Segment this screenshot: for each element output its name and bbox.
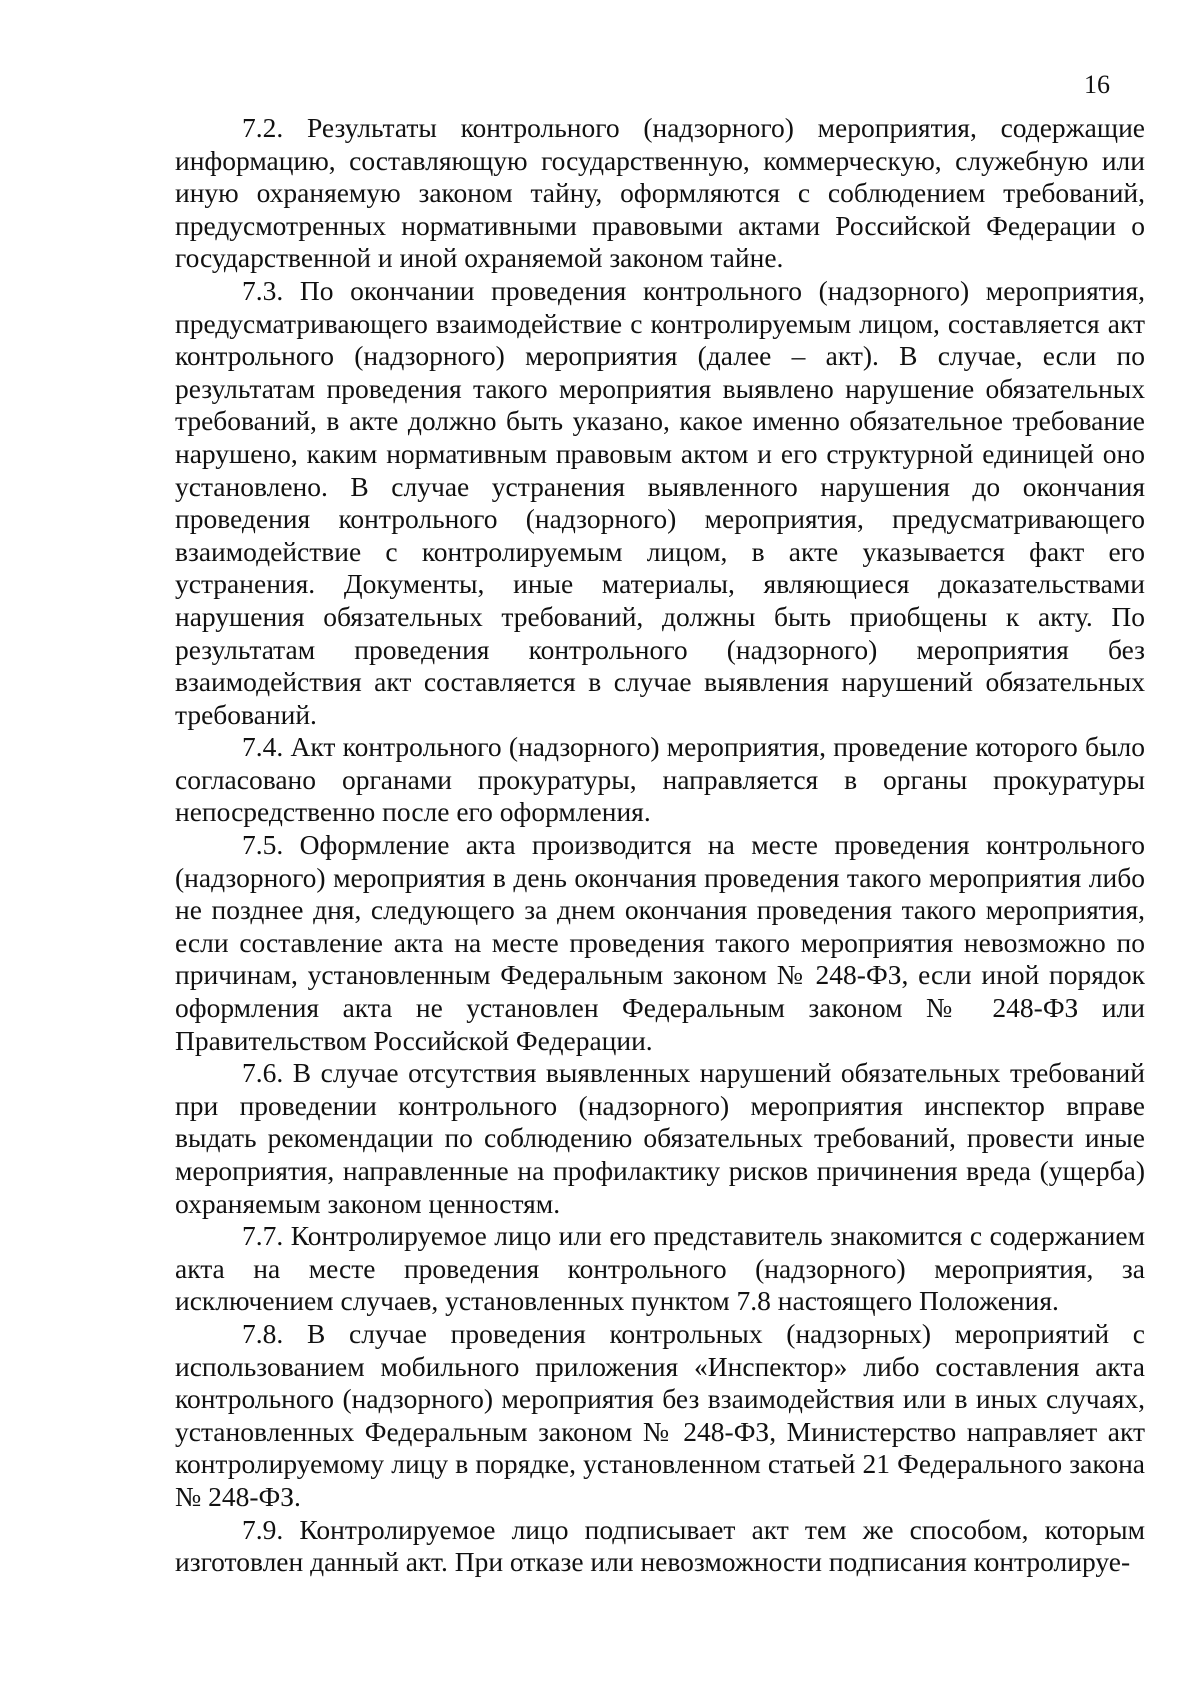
paragraph-7-7: 7.7. Контролируемое лицо или его представитель знакомится с содержанием акта на месте проведения контрольного (надзорного) мероприятия, за исключением случаев, установленных пунктом 7.8 настоящего Положения.	[175, 1220, 1145, 1317]
document-body	[175, 112, 1145, 1579]
paragraph-7-6: 7.6. В случае отсутствия выявленных нарушений обязательных требований при проведении контрольного (надзорного) мероприятия инспектор вправе выдать рекомендации по соблюдению обязательных требований, провести иные мероприятия, направленные на профилактику рисков причинения вреда (ущерба) охраняемым законом ценностям.	[175, 1057, 1145, 1219]
paragraph-7-9: 7.9. Контролируемое лицо подписывает акт тем же способом, которым изготовлен данный акт. При отказе или невозможности подписания контролируе-	[175, 1513, 1145, 1578]
page-number: 16	[1084, 70, 1110, 99]
paragraph-7-2: 7.2. Результаты контрольного (надзорного) мероприятия, содержащие информацию, составляющую государственную, коммерческую, служебную или иную охраняемую законом тайну, оформляются с соблюдением требований, предусмотренных нормативными правовыми актами Российской Федерации о государственной и иной охраняемой законом тайне.	[175, 112, 1145, 274]
paragraph-7-4: 7.4. Акт контрольного (надзорного) мероприятия, проведение которого было согласовано органами прокуратуры, направляется в органы прокуратуры непосредственно после его оформления.	[175, 731, 1145, 828]
paragraph-7-3: 7.3. По окончании проведения контрольного (надзорного) мероприятия, предусматривающего взаимодействие с контролируемым лицом, составляется акт контрольного (надзорного) мероприятия (далее – акт). В случае, если по результатам проведения такого мероприятия выявлено нарушение обязательных требований, в акте должно быть указано, какое именно обязательное требование нарушено, каким нормативным правовым актом и его структурной единицей оно установлено. В случае устранения выявленного нарушения до окончания проведения контрольного (надзорного) мероприятия, предусматривающего взаимодействие с контролируемым лицом, в акте указывается факт его устранения. Документы, иные материалы, являющиеся доказательствами нарушения обязательных требований, должны быть приобщены к акту. По результатам проведения контрольного (надзорного) мероприятия без взаимодействия акт составляется в случае выявления нарушений обязательных требований.	[175, 274, 1145, 730]
paragraph-7-5: 7.5. Оформление акта производится на месте проведения контрольного (надзорного) мероприятия в день окончания проведения такого мероприятия либо не позднее дня, следующего за днем окончания проведения такого мероприятия, если составление акта на месте проведения такого мероприятия невозможно по причинам, установленным Федеральным законом № 248-ФЗ, если иной порядок оформления акта не установлен Федеральным законом № 248-ФЗ или Правительством Российской Федерации.	[175, 829, 1145, 1056]
paragraph-7-8: 7.8. В случае проведения контрольных (надзорных) мероприятий с использованием мобильного приложения «Инспектор» либо составления акта контрольного (надзорного) мероприятия без взаимодействия или в иных случаях, установленных Федеральным законом № 248-ФЗ, Министерство направляет акт контролируемому лицу в порядке, установленном статьей 21 Федерального закона № 248-ФЗ.	[175, 1317, 1145, 1512]
